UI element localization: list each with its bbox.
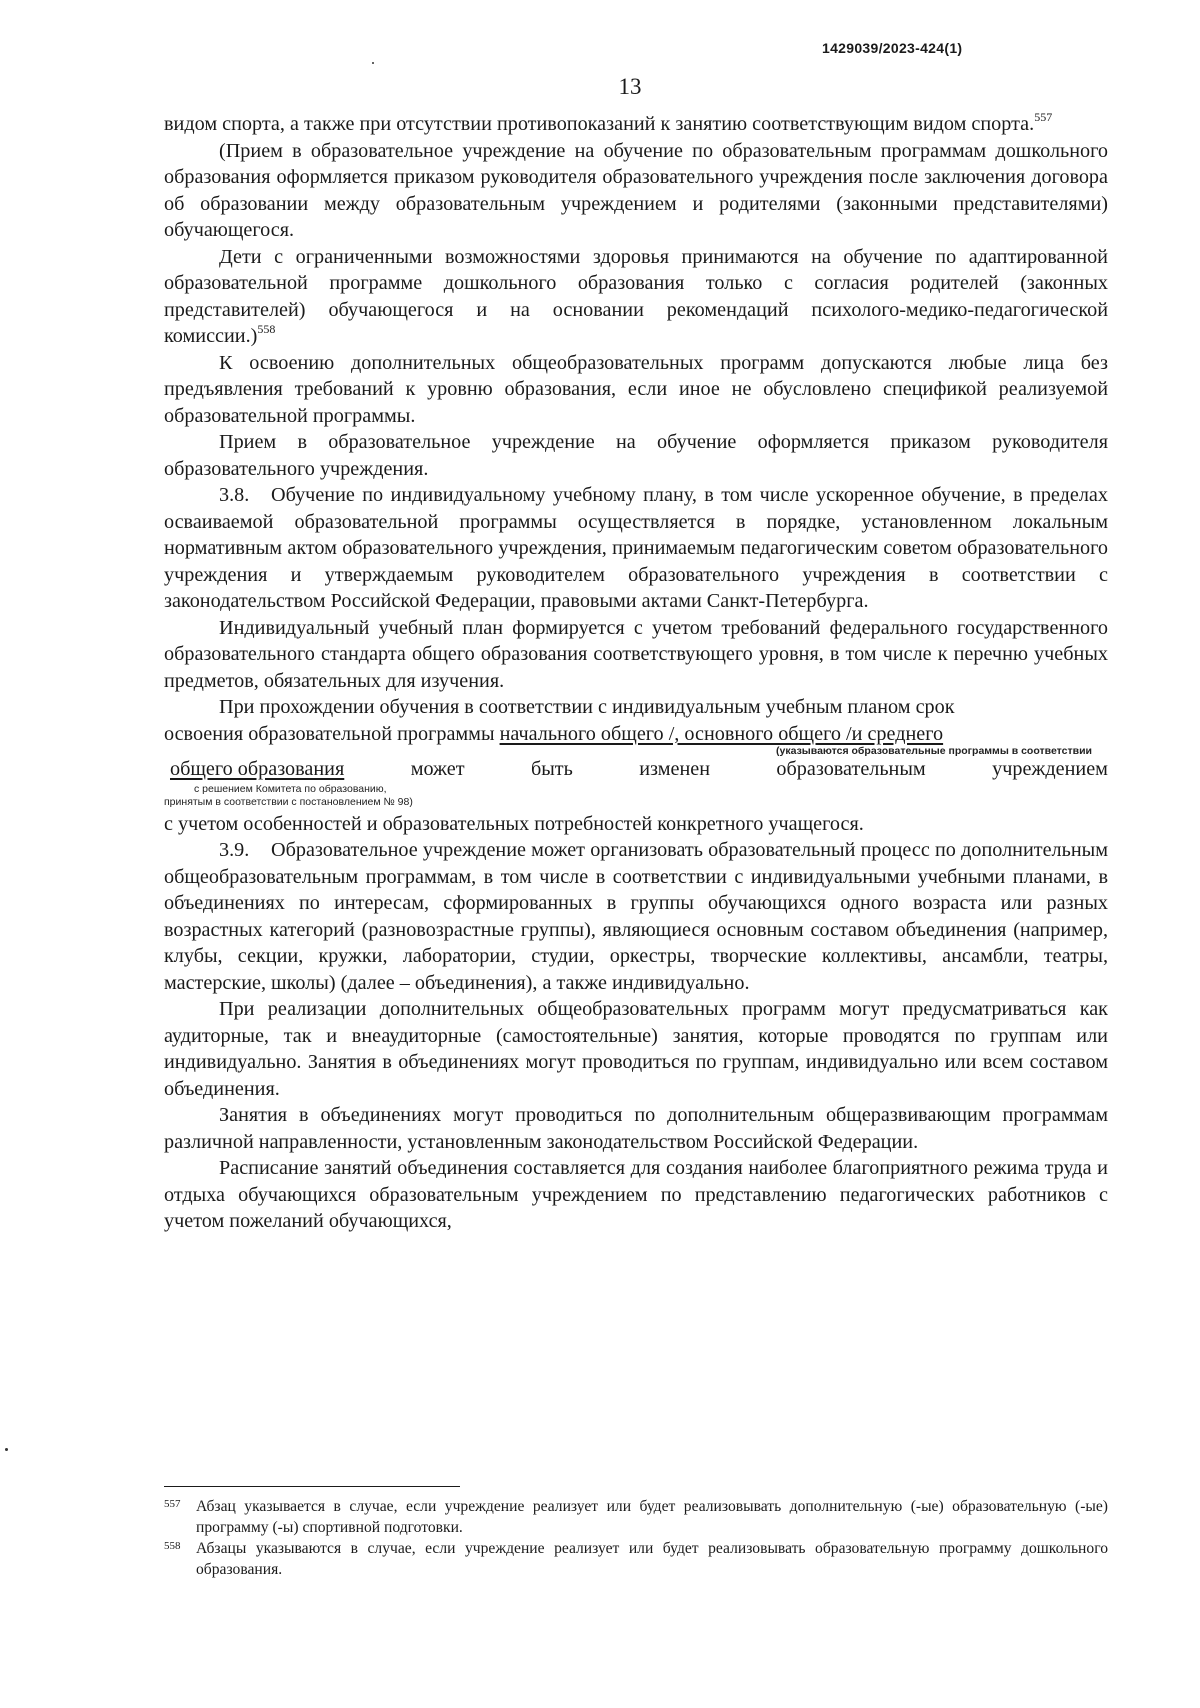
paragraph-plan-term-line-2 <box>164 721 1108 748</box>
paragraph-text: освоения образовательной программы <box>164 722 500 745</box>
paragraph-text: Дети с ограниченными возможностями здоровья принимаются на обучение по адаптированной образовательной программе дошкольного образования только с согласия родителей (законных представителей) обучающегося и на основании рекомендаций психолого-медико-педагогической комиссии.) <box>164 245 1108 347</box>
scan-speck <box>372 62 374 64</box>
footnote-ref-557: 557 <box>1034 110 1053 124</box>
hint-caption: принятым в соответствии с постановлением № 98) <box>164 795 413 808</box>
footnote-ref-558: 558 <box>257 322 276 336</box>
paragraph-plan-term-line-1: При прохождении обучения в соответствии с индивидуальным учебным планом срок <box>219 696 955 718</box>
paragraph-text: Обучение по индивидуальному учебному плану, в том числе ускоренное обучение, в пределах осваиваемой образовательной программы осуществляется в порядке, установленном локальным нормативным актом образовательного учреждения, принимаемым педагогическим советом образовательного учреждения и утверждаемым руководителем образовательного учреждения в соответствии с законодательством Российской Федерации, правовыми актами Санкт-Петербурга. <box>164 484 1108 612</box>
footnote-mark: 558 <box>164 1540 181 1552</box>
page-number: 13 <box>618 74 642 99</box>
paragraph-preschool-admission: (Прием в образовательное учреждение на обучение по образовательным программам дошкольного образования оформляется приказом руководителя образовательного учреждения после заключения договора об образовании между образовательным учреждением и родителями (законными представителями) обучающегося. <box>164 139 1108 241</box>
paragraph-plan-term-line-3 <box>164 756 1108 783</box>
paragraph-3-8 <box>164 482 1108 615</box>
line-word: учреждением <box>992 758 1108 780</box>
footnotes <box>164 1496 1108 1580</box>
footnote-558 <box>164 1538 1108 1580</box>
paragraph-classes-forms: При реализации дополнительных общеобразовательных программ могут предусматриваться как аудиторные, так и внеаудиторные (самостоятельные) занятия, которые проводятся по группам или индивидуально. Занятия в объединениях могут проводиться по группам, индивидуально или всем составом объединения. <box>164 998 1108 1100</box>
paragraph-schedule: Расписание занятий объединения составляется для создания наиболее благоприятного режима труда и отдыха обучающихся образовательным учреждением по представлению педагогических работников с учетом пожеланий обучающихся, <box>164 1157 1108 1232</box>
paragraph-text: Образовательное учреждение может организовать образовательный процесс по дополнительным общеобразовательным программам, в том числе в соответствии с индивидуальными учебными планами, в объединениях по интересам, сформированных в группы обучающихся одного возраста или разных возрастных категорий (разновозрастные группы), являющиеся основным составом объединения (например, клубы, секции, кружки, лаборатории, студии, оркестры, творческие коллективы, ансамбли, театры, мастерские, школы) (далее – объединения), а также индивидуально. <box>164 839 1108 994</box>
paragraph-plan-term-line-4: с учетом особенностей и образовательных потребностей конкретного учащегося. <box>164 812 864 835</box>
line-word: образовательным <box>776 758 926 780</box>
footnote-divider <box>164 1486 460 1487</box>
document-body <box>164 111 1108 1235</box>
program-levels-underlined: начального общего /, основного общего /и среднего <box>499 722 944 745</box>
paragraph-general-development: Занятия в объединениях могут проводиться по дополнительным общеразвивающим программам различной направленности, установленным законодательством Российской Федерации. <box>164 1104 1108 1153</box>
document-registration-number: 1429039/2023-424(1) <box>822 40 963 56</box>
footnote-557 <box>164 1496 1108 1538</box>
paragraph-text: видом спорта, а также при отсутствии противопоказаний к занятию соответствующим видом спорта. <box>164 113 1035 135</box>
scan-speck <box>5 1448 8 1451</box>
hint-caption: с решением Комитета по образованию, <box>194 782 387 795</box>
paragraph-additional-programs: К освоению дополнительных общеобразовательных программ допускаются любые лица без предъявления требований к уровню образования, если иное не обусловлено спецификой реализуемой образовательной программы. <box>164 351 1108 427</box>
footnote-text: Абзацы указываются в случае, если учреждение реализует или будет реализовывать образовательную программу дошкольного образования. <box>196 1540 1108 1578</box>
paragraph-disabled-children <box>164 244 1108 350</box>
clause-number: 3.9. <box>219 839 250 861</box>
line-word: изменен <box>639 758 711 780</box>
line-word: быть <box>530 758 573 780</box>
line-word: может <box>410 758 465 780</box>
footnote-text: Абзац указывается в случае, если учреждение реализует или будет реализовывать дополнительную (-ые) образовательную (-ые) программу (-ы) спортивной подготовки. <box>196 1498 1108 1536</box>
hint-caption: (указываются образовательные программы в соответствии <box>776 745 1092 757</box>
footnote-mark: 557 <box>164 1498 181 1510</box>
paragraph-sport-contraindications <box>164 111 1108 138</box>
clause-number: 3.8. <box>219 484 250 506</box>
paragraph-admission-order: Прием в образовательное учреждение на обучение оформляется приказом руководителя образовательного учреждения. <box>164 431 1108 480</box>
paragraph-individual-plan: Индивидуальный учебный план формируется с учетом требований федерального государственного образовательного стандарта общего образования соответствующего уровня, в том числе к перечню учебных предметов, обязательных для изучения. <box>164 616 1108 692</box>
line-word: общего образования <box>170 758 345 780</box>
paragraph-3-9 <box>164 837 1108 996</box>
